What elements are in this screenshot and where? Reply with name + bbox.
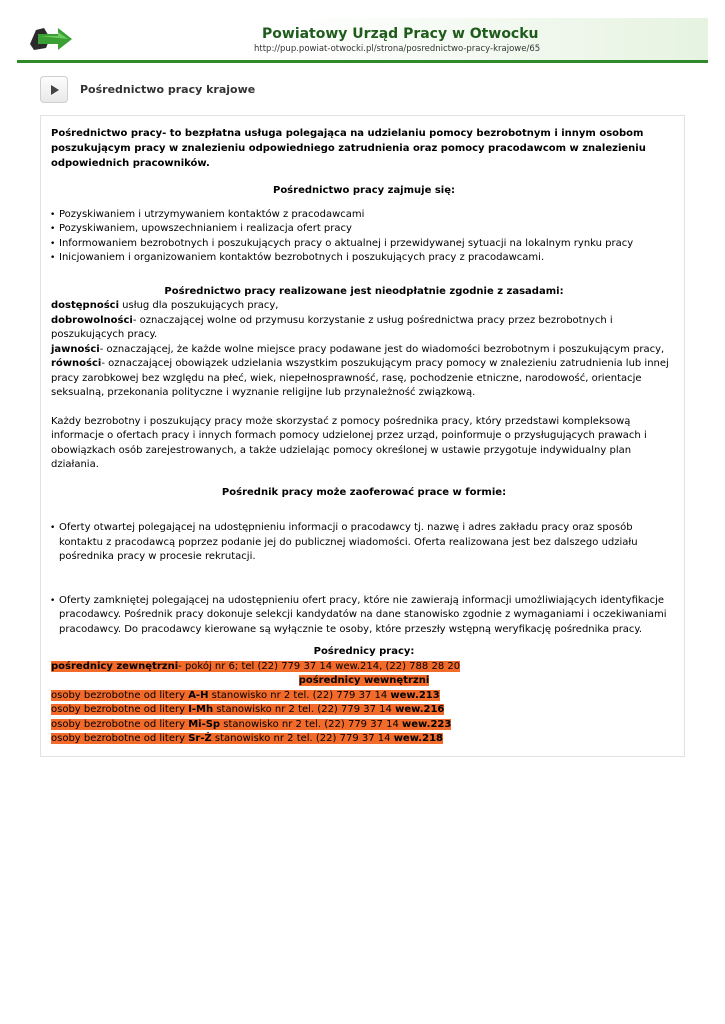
contact-prefix: osoby bezrobotne od litery xyxy=(51,689,189,701)
contact-ext: wew.216 xyxy=(395,704,445,715)
intro-paragraph: Pośrednictwo pracy- to bezpłatna usługa polegająca na udzielaniu pomocy bezrobotnym i innym osobom poszukującym pracy w znalezieniu odpowiedniego zatrudnienia oraz pomocy pracodawcom w znalezieniu odpowiednich pracowników. xyxy=(51,128,646,169)
site-url[interactable]: http://pup.powiat-otwocki.pl/strona/posrednictwo-pracy-krajowe/65 xyxy=(254,44,541,54)
internal-agents-label: pośrednicy wewnętrzni xyxy=(298,675,430,686)
contact-row-highlight xyxy=(51,704,444,715)
principles-heading: Pośrednictwo pracy realizowane jest nieodpłatnie zgodnie z zasadami: xyxy=(164,285,564,297)
play-arrow-icon xyxy=(49,84,61,96)
contact-row xyxy=(51,703,677,718)
contact-prefix: osoby bezrobotne od litery xyxy=(51,733,189,744)
principle-item xyxy=(51,343,677,358)
contact-row-highlight xyxy=(51,690,440,701)
contact-row-highlight xyxy=(51,733,443,744)
list-item: • Oferty otwartej polegającej na udostępnieniu informacji o pracodawcy tj. nazwę i adres zakładu pracy oraz sposób kontaktu z pracodawcą poprzez podanie jej do publicznej wiadomości. Oferta realizowana jest bez dalszego udziału pośrednika pracy w procesie rekrutacji. xyxy=(51,521,677,565)
principle-term: dobrowolności xyxy=(51,314,133,326)
contact-letters: Sr-Ż xyxy=(188,733,212,744)
contact-row xyxy=(51,732,677,747)
header-divider xyxy=(17,60,708,63)
principle-item xyxy=(51,314,677,343)
list-item: • Inicjowaniem i organizowaniem kontaktów bezrobotnych i poszukujących pracy z pracodawcami. xyxy=(51,251,677,266)
contact-row xyxy=(51,689,677,704)
content-box xyxy=(40,115,685,757)
page-title: Pośrednictwo pracy krajowe xyxy=(80,83,256,96)
principle-item xyxy=(51,299,677,314)
list-item: • Pozyskiwaniem, upowszechnianiem i realizacja ofert pracy xyxy=(51,222,677,237)
external-agents-text: - pokój nr 6; tel (22) 779 37 14 wew.214, (22) 788 28 20 xyxy=(178,660,461,672)
principle-text: usług dla poszukujących pracy, xyxy=(119,300,279,311)
contact-letters: A-H xyxy=(188,689,209,701)
contact-letters: Mi-Sp xyxy=(188,718,221,730)
contact-prefix: osoby bezrobotne od litery xyxy=(51,704,189,715)
contact-ext: wew.218 xyxy=(393,733,443,744)
scope-list xyxy=(51,208,677,266)
offers-list xyxy=(51,521,677,637)
arrow-logo-icon[interactable] xyxy=(28,24,74,54)
contact-row-highlight xyxy=(51,719,451,730)
list-item: • Oferty zamkniętej polegającej na udostępnieniu ofert pracy, które nie zawierają informacji umożliwiających identyfikacje pracodawcy. Pośrednik pracy dokonuje selekcji kandydatów na dane stanowisko zgodnie z wymaganiami i oczekiwaniami pracodawcy. Do pracodawcy kierowane są wyłącznie te osoby, które przeszły wstępną weryfikację pośrednika pracy. xyxy=(51,594,677,638)
principle-text: - oznaczającej wolne od przymusu korzystanie z usług pośrednictwa pracy przez bezrobotnych i poszukujących pracy. xyxy=(51,314,613,340)
external-agents xyxy=(51,660,677,675)
offers-heading: Pośrednik pracy może zaoferować prace w formie: xyxy=(221,486,507,498)
agent-paragraph: Każdy bezrobotny i poszukujący pracy może skorzystać z pomocy pośrednika pracy, który przedstawi kompleksową informacje o ofertach pracy i innych formach pomocy udzielonej przez urząd, poinformuje o przysługujących prawach i obowiązkach osób zarejestrowanych, a także udzielając pomocy określonej w ustawie przygotuje indywidualny plan działania. xyxy=(51,415,647,470)
internal-agents-highlight xyxy=(299,675,430,686)
contact-ext: wew.213 xyxy=(390,689,440,701)
principle-item xyxy=(51,357,677,401)
article-body xyxy=(51,126,677,747)
site-title[interactable]: Powiatowy Urząd Pracy w Otwocku xyxy=(262,26,539,42)
principle-term: równości xyxy=(51,358,102,369)
contact-phone: stanowisko nr 2 tel. (22) 779 37 14 xyxy=(220,718,403,730)
internal-agents xyxy=(51,674,677,689)
list-item: • Pozyskiwaniem i utrzymywaniem kontaktów z pracodawcami xyxy=(51,208,677,223)
scope-heading: Pośrednictwo pracy zajmuje się: xyxy=(272,185,456,196)
principle-text: - oznaczającej obowiązek udzielania wszystkim poszukującym pracy pomocy w znalezieniu zatrudnienia lub innej pracy zarobkowej bez względu na płeć, wiek, niepełnosprawność, rasę, pochodzenie etniczne, narodowość, orientacje seksualną, przekonania polityczne i wyznanie religijne lub przynależność związkową. xyxy=(51,358,669,398)
principle-text: - oznaczającej, że każde wolne miejsce pracy podawane jest do wiadomości bezrobotnym i poszukującym pracy, xyxy=(99,343,665,355)
list-item: • Informowaniem bezrobotnych i poszukujących pracy o aktualnej i przewidywanej sytuacji na lokalnym rynku pracy xyxy=(51,237,677,252)
external-agents-label: pośrednicy zewnętrzni xyxy=(51,660,179,672)
contact-phone: stanowisko nr 2 tel. (22) 779 37 14 xyxy=(213,704,396,715)
external-agents-highlight xyxy=(51,661,460,672)
nav-arrow-button[interactable] xyxy=(40,76,68,103)
contact-ext: wew.223 xyxy=(402,718,452,730)
contact-letters: I-Mh xyxy=(188,704,214,715)
contacts-heading: Pośrednicy pracy: xyxy=(313,646,415,657)
principle-term: dostępności xyxy=(51,300,119,311)
contact-phone: stanowisko nr 2 tel. (22) 779 37 14 xyxy=(208,689,391,701)
contact-prefix: osoby bezrobotne od litery xyxy=(51,718,189,730)
contact-row xyxy=(51,718,677,733)
contact-phone: stanowisko nr 2 tel. (22) 779 37 14 xyxy=(211,733,394,744)
principle-term: jawności xyxy=(51,343,100,355)
